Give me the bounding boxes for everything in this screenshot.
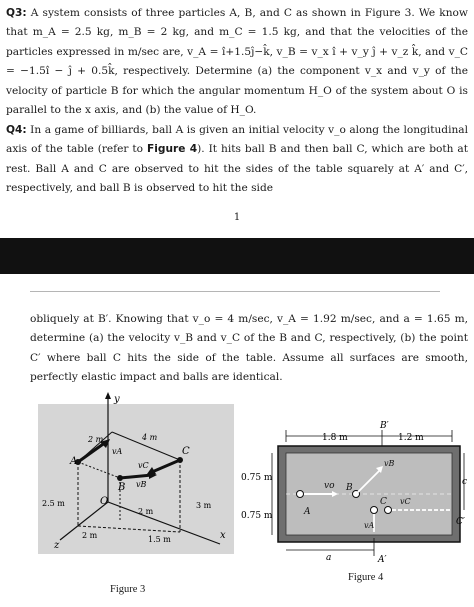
label-vo: vo [324, 481, 335, 491]
label-B-prime: B′ [380, 421, 389, 431]
dim-1-5m: 1.5 m [148, 535, 171, 544]
label-O: O [100, 496, 109, 507]
label-x: x [220, 530, 226, 541]
question-3 [6, 4, 468, 120]
figure-4-diagram [238, 420, 470, 565]
dim-3m: 3 m [196, 501, 212, 510]
figure-4 [238, 420, 470, 569]
question-4-continuation: obliquely at B′. Knowing that v_o = 4 m/sec, v_A = 1.92 m/sec, and a = 1.65 m, determine (a) the velocity v_B and v_C of the B and C, respectively, (b) the point C′ where ball C hits the side of the table. Assume all surfaces are smooth, perfectly elastic impact and balls are identical. [30, 313, 468, 384]
question-3-label: Q3: [6, 7, 27, 19]
y-axis-arrow-icon [105, 392, 111, 399]
label-C: C [380, 497, 387, 507]
label-B: B [118, 482, 126, 493]
figure-3-background [38, 404, 234, 554]
label-c: c [462, 477, 468, 487]
label-y: y [114, 394, 120, 405]
ball-A-start [297, 491, 304, 498]
dim-2m-top: 2 m [88, 435, 104, 444]
ball-C [385, 507, 392, 514]
dim-2m-mid: 2 m [138, 507, 154, 516]
figure-3-caption: Figure 3 [110, 584, 146, 595]
figure-3-diagram [30, 392, 240, 560]
dim-0-75m-top: 0.75 m [241, 473, 273, 483]
question-4-label: Q4: [6, 124, 27, 136]
dim-4m: 4 m [142, 433, 158, 442]
label-A-prime: A′ [378, 555, 387, 565]
ball-A-after [371, 507, 378, 514]
label-C: C [182, 446, 190, 457]
label-z: z [54, 540, 60, 551]
label-vB: vB [136, 480, 147, 489]
label-A: A [70, 456, 78, 467]
dim-2m-bottom: 2 m [82, 531, 98, 540]
label-C-prime: C′ [456, 517, 465, 527]
figure-3 [30, 392, 240, 564]
question-4 [6, 121, 468, 199]
question-4-text-part1: In a game of billiards, ball A is given an initial velocity v_o along the longitudinal axis of the table (refer to [6, 124, 469, 156]
figure-4-caption: Figure 4 [348, 572, 384, 583]
label-B: B [346, 483, 353, 493]
page-top-rule [30, 291, 440, 292]
label-vC: vC [138, 461, 149, 470]
page-number: 1 [233, 212, 241, 223]
label-vA: vA [112, 447, 123, 456]
dim-1-8m: 1.8 m [322, 433, 348, 443]
dim-0-75m-bottom: 0.75 m [241, 511, 273, 521]
question-4-text-part2: ). It hits ball B and then ball C, which are both at rest. Ball A and C are observed to hit the sides of the table squarely at A′ and C′, respectively, and ball B is observed to hit the side [6, 143, 468, 195]
label-vB: vB [384, 459, 395, 468]
dim-1-2m: 1.2 m [398, 433, 424, 443]
label-vC: vC [400, 497, 411, 506]
label-a: a [326, 553, 332, 563]
question-3-text: A system consists of three particles A, B, and C as shown in Figure 3. We know that m_A = 2.5 kg, m_B = 2 kg, and m_C = 1.5 kg, and that the velocities of the particles expressed in m/sec are, v_A = î+1.5ĵ−k̂, v_B = v_x î + v_y ĵ + v_z k̂, and v_C = −1.5î − ĵ + 0.5k̂, respectively. Determine (a) the component v_x and v_y of the velocity of particle B for which the angular momentum H_O of the system about O is parallel to the x axis, and (b) the value of H_O. [6, 7, 468, 117]
page-separator-band [0, 238, 474, 274]
figure-4-reference: Figure 4 [147, 143, 198, 156]
label-A: A [304, 507, 311, 517]
label-vA: vA [364, 521, 375, 530]
dim-2-5m: 2.5 m [42, 499, 65, 508]
